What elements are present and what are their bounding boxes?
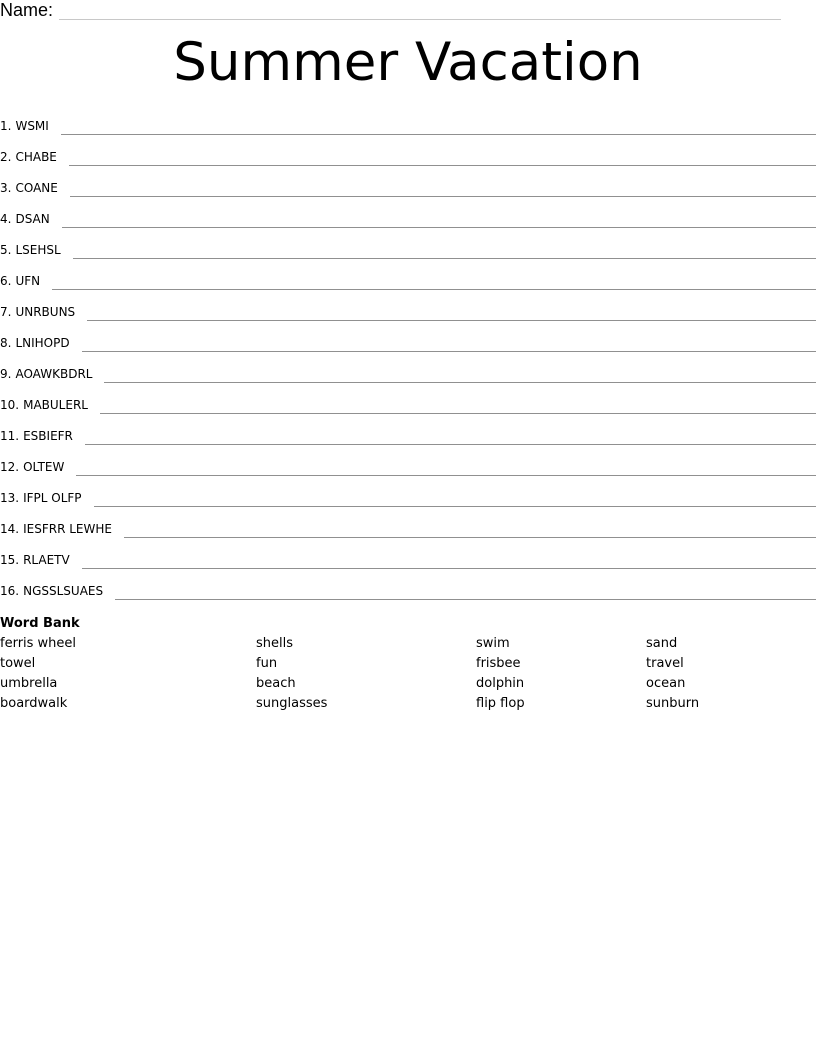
scrambled-word: ESBIEFR (23, 428, 73, 443)
word-bank-title: Word Bank (0, 616, 80, 631)
answer-line[interactable] (61, 116, 816, 135)
question-number: 7. (0, 304, 12, 319)
answer-line[interactable] (73, 240, 816, 259)
answer-line[interactable] (94, 488, 816, 507)
word-bank-item: dolphin (476, 676, 525, 691)
question-row (0, 296, 816, 327)
word-bank-item: umbrella (0, 676, 58, 691)
question-row (0, 482, 816, 513)
name-field[interactable] (59, 3, 781, 20)
answer-line[interactable] (69, 147, 816, 166)
question-row (0, 172, 816, 203)
question-number: 11. (0, 428, 20, 443)
answer-line[interactable] (62, 209, 816, 228)
scrambled-word: UNRBUNS (15, 304, 76, 319)
answer-line[interactable] (82, 550, 816, 569)
word-bank-item: frisbee (476, 656, 521, 671)
page-title: Summer Vacation (173, 32, 643, 93)
scrambled-word: AOAWKBDRL (15, 366, 93, 381)
scrambled-word: WSMI (15, 118, 49, 133)
word-bank-item: travel (646, 656, 684, 671)
question-row (0, 358, 816, 389)
word-bank-column-4 (646, 636, 699, 716)
question-number: 8. (0, 335, 12, 350)
scrambled-word: UFN (15, 273, 41, 288)
word-bank-item: fun (256, 656, 278, 671)
question-row (0, 265, 816, 296)
question-number: 4. (0, 211, 12, 226)
question-row (0, 141, 816, 172)
question-number: 16. (0, 583, 20, 598)
scrambled-word: RLAETV (23, 552, 70, 567)
scrambled-word: DSAN (15, 211, 50, 226)
question-number: 12. (0, 459, 20, 474)
question-row (0, 420, 816, 451)
question-list (0, 110, 816, 606)
word-bank-item: ferris wheel (0, 636, 77, 651)
name-row (0, 0, 790, 20)
word-bank-item: sunglasses (256, 696, 328, 711)
word-bank-item: sunburn (646, 696, 700, 711)
question-row (0, 110, 816, 141)
question-number: 5. (0, 242, 12, 257)
question-row (0, 451, 816, 482)
answer-line[interactable] (115, 581, 816, 600)
word-bank-column-1 (0, 636, 76, 716)
answer-line[interactable] (87, 302, 816, 321)
scrambled-word: COANE (15, 180, 58, 195)
word-bank-item: shells (256, 636, 294, 651)
answer-line[interactable] (104, 364, 816, 383)
answer-line[interactable] (82, 333, 816, 352)
word-bank-column-2 (256, 636, 327, 716)
scrambled-word: IFPL OLFP (23, 490, 82, 505)
scrambled-word: CHABE (15, 149, 57, 164)
question-number: 6. (0, 273, 12, 288)
question-row (0, 513, 816, 544)
question-row (0, 575, 816, 606)
word-bank-item: flip flop (476, 696, 525, 711)
question-number: 15. (0, 552, 20, 567)
word-bank-item: swim (476, 636, 510, 651)
word-bank-item: beach (256, 676, 296, 691)
word-bank-item: boardwalk (0, 696, 68, 711)
name-label: Name: (0, 0, 54, 20)
scrambled-word: OLTEW (23, 459, 65, 474)
question-number: 1. (0, 118, 12, 133)
question-number: 13. (0, 490, 20, 505)
answer-line[interactable] (100, 395, 816, 414)
answer-line[interactable] (52, 271, 816, 290)
scrambled-word: IESFRR LEWHE (23, 521, 112, 536)
question-row (0, 544, 816, 575)
word-bank-column-3 (476, 636, 525, 716)
question-number: 14. (0, 521, 20, 536)
word-bank-item: sand (646, 636, 678, 651)
question-row (0, 389, 816, 420)
word-bank-item: towel (0, 656, 36, 671)
answer-line[interactable] (76, 457, 816, 476)
scrambled-word: LNIHOPD (15, 335, 70, 350)
question-row (0, 234, 816, 265)
scrambled-word: NGSSLSUAES (23, 583, 104, 598)
question-row (0, 203, 816, 234)
answer-line[interactable] (70, 178, 816, 197)
question-number: 2. (0, 149, 12, 164)
answer-line[interactable] (124, 519, 816, 538)
scrambled-word: MABULERL (23, 397, 88, 412)
question-number: 10. (0, 397, 20, 412)
question-number: 3. (0, 180, 12, 195)
question-number: 9. (0, 366, 12, 381)
question-row (0, 327, 816, 358)
scrambled-word: LSEHSL (15, 242, 61, 257)
answer-line[interactable] (85, 426, 816, 445)
word-bank-item: ocean (646, 676, 686, 691)
